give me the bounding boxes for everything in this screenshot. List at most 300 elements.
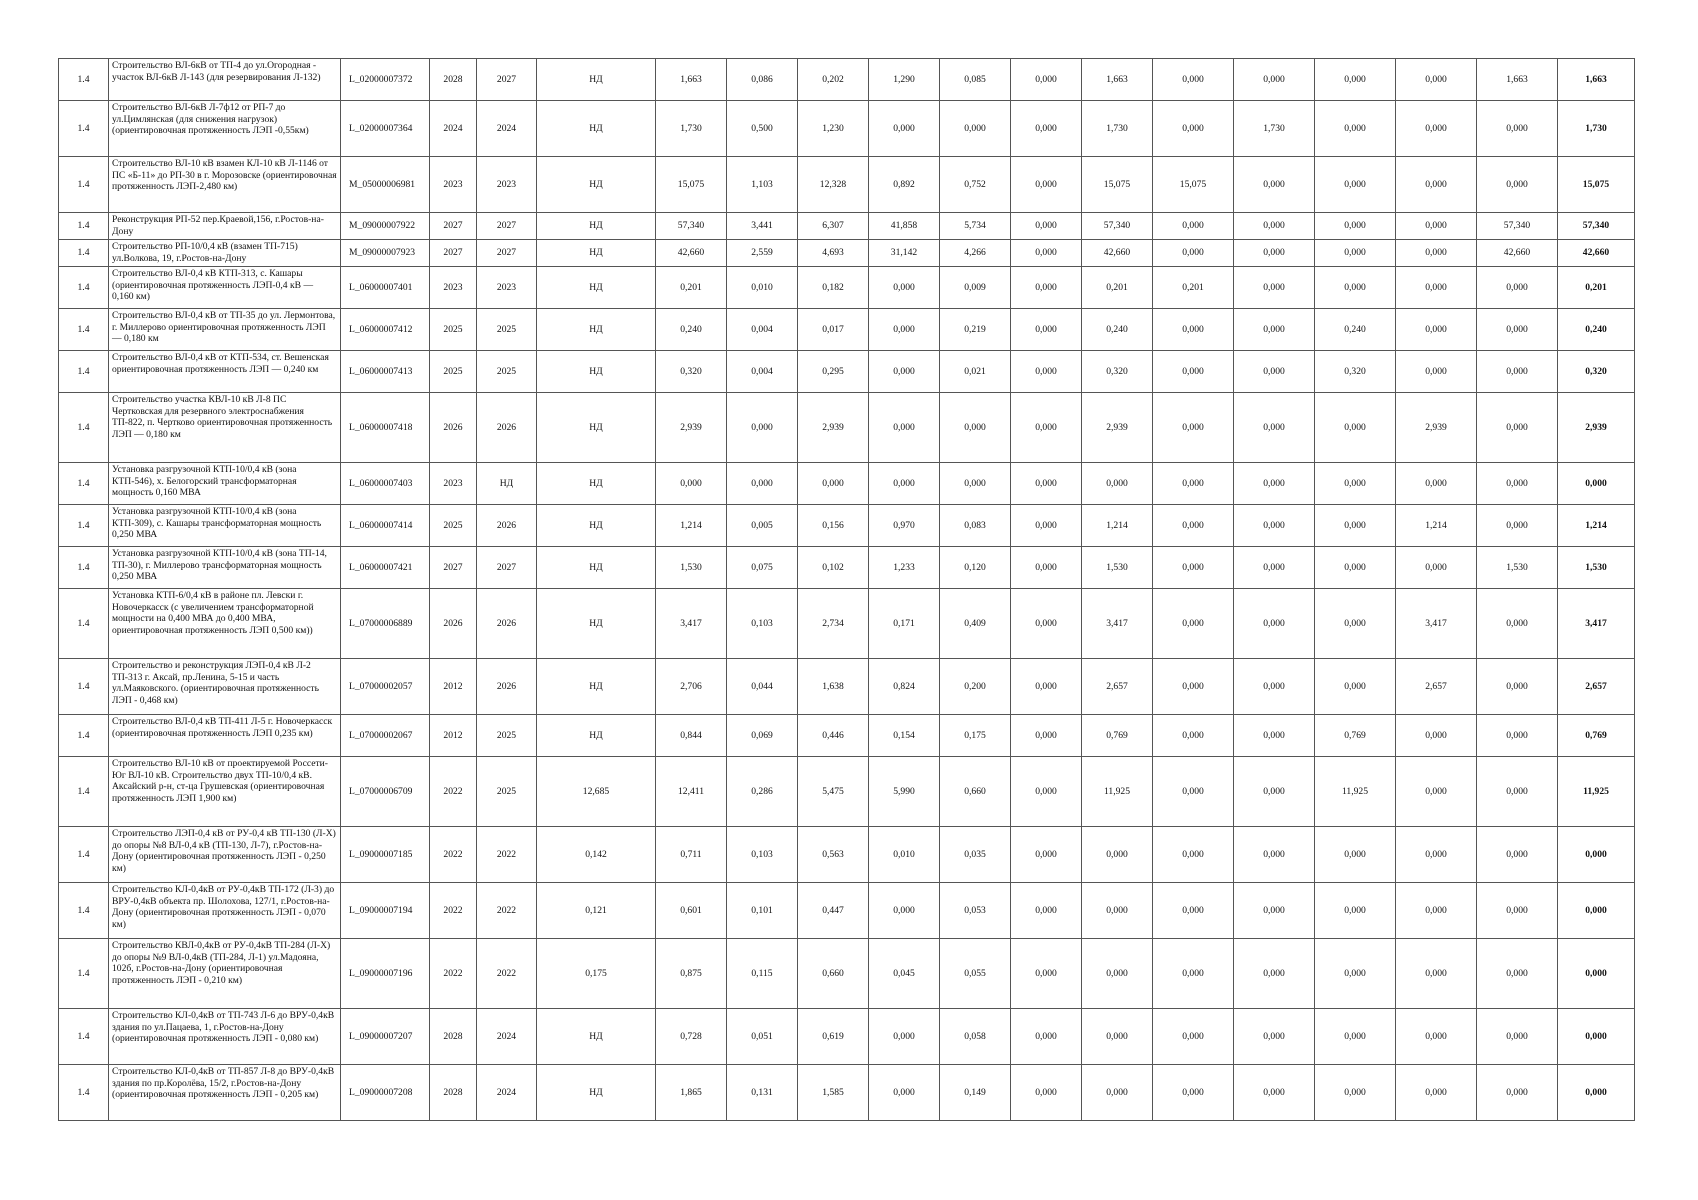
start-year-cell: 2025	[430, 505, 477, 547]
end-year-cell: 2027	[477, 240, 537, 267]
start-year-cell: 2023	[430, 267, 477, 309]
value-cell: 0,044	[727, 659, 798, 715]
value-cell: 0,000	[1396, 267, 1477, 309]
total-cell: 1,730	[1558, 101, 1635, 157]
value-cell: 0,000	[1477, 157, 1558, 213]
value-cell: 5,475	[798, 757, 869, 827]
value-cell: 2,706	[656, 659, 727, 715]
project-name-cell: Установка разгрузочной КТП-10/0,4 кВ (зона КТП-546), х. Белогорский трансформаторная мощность 0,160 МВА	[109, 463, 341, 505]
value-cell: 0,000	[1011, 393, 1082, 463]
total-cell: 1,214	[1558, 505, 1635, 547]
project-name-cell: Строительство ВЛ-0,4 кВ КТП-313, с. Кашары (ориентировочная протяженность ЛЭП-0,4 кВ — 0,160 км)	[109, 267, 341, 309]
row-number-cell: 1.4	[59, 1065, 109, 1121]
start-year-cell: 2028	[430, 59, 477, 101]
value-cell: 0,000	[1315, 463, 1396, 505]
value-cell: 0,000	[1477, 659, 1558, 715]
value-cell: 41,858	[869, 213, 940, 240]
value-cell: 3,417	[656, 589, 727, 659]
value-cell: 0,171	[869, 589, 940, 659]
value-cell: 0,000	[1234, 1009, 1315, 1065]
end-year-cell: 2022	[477, 883, 537, 939]
total-cell: 0,000	[1558, 827, 1635, 883]
value-cell: 0,000	[1011, 547, 1082, 589]
value-cell: 6,307	[798, 213, 869, 240]
value-cell: 0,000	[1396, 757, 1477, 827]
value-cell: 0,000	[1315, 393, 1396, 463]
value-cell: 0,000	[1011, 589, 1082, 659]
value-cell: 0,320	[1315, 351, 1396, 393]
value-cell: 0,004	[727, 351, 798, 393]
project-code-cell: L_07000002057	[341, 659, 430, 715]
value-cell: 0,000	[1477, 757, 1558, 827]
project-name-cell: Строительство ВЛ-0,4 кВ ТП-411 Л-5 г. Новочеркасск (ориентировочная протяженность ЛЭП 0,235 км)	[109, 715, 341, 757]
value-cell: 0,728	[656, 1009, 727, 1065]
row-number-cell: 1.4	[59, 101, 109, 157]
value-cell: 0,000	[1315, 213, 1396, 240]
table-row	[59, 1009, 1635, 1065]
value-cell: 0,000	[1234, 547, 1315, 589]
value-cell: 0,175	[940, 715, 1011, 757]
value-cell: 1,290	[869, 59, 940, 101]
value-cell: 0,000	[1082, 827, 1153, 883]
project-name-cell: Строительство КЛ-0,4кВ от ТП-743 Л-6 до ВРУ-0,4кВ здания по ул.Пацаева, 1, г.Ростов-на-Дону (ориентировочная протяженность ЛЭП - 0,080 км)	[109, 1009, 341, 1065]
project-code-cell: L_02000007364	[341, 101, 430, 157]
value-cell: 0,000	[1234, 1065, 1315, 1121]
row-number-cell: 1.4	[59, 309, 109, 351]
end-year-cell: 2025	[477, 351, 537, 393]
value-cell: 1,530	[656, 547, 727, 589]
value-cell: 0,000	[1234, 939, 1315, 1009]
value-cell: 57,340	[1477, 213, 1558, 240]
table-row	[59, 547, 1635, 589]
value-cell: 0,970	[869, 505, 940, 547]
value-cell: 0,010	[869, 827, 940, 883]
value-cell: 0,409	[940, 589, 1011, 659]
row-number-cell: 1.4	[59, 267, 109, 309]
value-cell: 0,601	[656, 883, 727, 939]
project-name-cell: Строительство ВЛ-10 кВ от проектируемой Россети-Юг ВЛ-10 кВ. Строительство двух ТП-10/0,4 кВ. Аксайский р-н, ст-ца Грушевская (ориентировочная протяженность ЛЭП 1,900 км)	[109, 757, 341, 827]
value-cell: 0,000	[1234, 393, 1315, 463]
value-cell: 0,320	[656, 351, 727, 393]
value-cell: 3,441	[727, 213, 798, 240]
project-name-cell: Строительство ВЛ-10 кВ взамен КЛ-10 кВ Л-1146 от ПС «Б-11» до РП-30 в г. Морозовске (ориентировочная протяженность ЛЭП-2,480 км)	[109, 157, 341, 213]
value-cell: 0,000	[1315, 547, 1396, 589]
total-cell: 11,925	[1558, 757, 1635, 827]
value-cell: 5,990	[869, 757, 940, 827]
end-year-cell: 2025	[477, 309, 537, 351]
table-row	[59, 213, 1635, 240]
estimate-cell: НД	[537, 715, 656, 757]
value-cell: 42,660	[1082, 240, 1153, 267]
estimate-cell: НД	[537, 1065, 656, 1121]
value-cell: 0,000	[1234, 267, 1315, 309]
value-cell: 12,328	[798, 157, 869, 213]
value-cell: 0,824	[869, 659, 940, 715]
value-cell: 0,075	[727, 547, 798, 589]
total-cell: 0,000	[1558, 1065, 1635, 1121]
value-cell: 0,000	[1315, 267, 1396, 309]
value-cell: 0,711	[656, 827, 727, 883]
value-cell: 0,295	[798, 351, 869, 393]
start-year-cell: 2024	[430, 101, 477, 157]
end-year-cell: 2024	[477, 1009, 537, 1065]
value-cell: 0,069	[727, 715, 798, 757]
table-row	[59, 883, 1635, 939]
value-cell: 0,021	[940, 351, 1011, 393]
table-row	[59, 393, 1635, 463]
estimate-cell: 0,175	[537, 939, 656, 1009]
value-cell: 0,000	[1396, 240, 1477, 267]
value-cell: 1,730	[1234, 101, 1315, 157]
project-name-cell: Установка КТП-6/0,4 кВ в районе пл. Левски г. Новочеркасск (с увеличением трансформаторной мощности на 0,400 МВА до 0,400 МВА, ориентировочная протяженность ЛЭП 0,500 км))	[109, 589, 341, 659]
value-cell: 0,000	[1234, 240, 1315, 267]
value-cell: 0,000	[869, 883, 940, 939]
value-cell: 0,035	[940, 827, 1011, 883]
end-year-cell: 2023	[477, 267, 537, 309]
table-row	[59, 240, 1635, 267]
value-cell: 15,075	[656, 157, 727, 213]
row-number-cell: 1.4	[59, 213, 109, 240]
project-code-cell: L_09000007196	[341, 939, 430, 1009]
end-year-cell: 2023	[477, 157, 537, 213]
project-name-cell: Строительство ВЛ-0,4 кВ от ТП-35 до ул. Лермонтова, г. Миллерово ориентировочная протяженность ЛЭП — 0,180 км	[109, 309, 341, 351]
value-cell: 0,000	[1011, 240, 1082, 267]
value-cell: 2,734	[798, 589, 869, 659]
project-code-cell: L_09000007185	[341, 827, 430, 883]
estimate-cell: НД	[537, 351, 656, 393]
value-cell: 1,233	[869, 547, 940, 589]
value-cell: 0,000	[1315, 1009, 1396, 1065]
table-row	[59, 267, 1635, 309]
table-row	[59, 659, 1635, 715]
value-cell: 0,000	[1234, 659, 1315, 715]
table-row	[59, 589, 1635, 659]
value-cell: 0,219	[940, 309, 1011, 351]
value-cell: 0,000	[1477, 101, 1558, 157]
value-cell: 0,000	[1396, 463, 1477, 505]
start-year-cell: 2025	[430, 351, 477, 393]
estimate-cell: НД	[537, 589, 656, 659]
row-number-cell: 1.4	[59, 715, 109, 757]
value-cell: 0,000	[1315, 59, 1396, 101]
value-cell: 0,000	[1011, 267, 1082, 309]
value-cell: 0,000	[1153, 827, 1234, 883]
project-code-cell: L_06000007412	[341, 309, 430, 351]
row-number-cell: 1.4	[59, 1009, 109, 1065]
value-cell: 0,240	[656, 309, 727, 351]
start-year-cell: 2023	[430, 157, 477, 213]
value-cell: 1,663	[1477, 59, 1558, 101]
total-cell: 0,320	[1558, 351, 1635, 393]
value-cell: 0,000	[1315, 1065, 1396, 1121]
value-cell: 4,693	[798, 240, 869, 267]
row-number-cell: 1.4	[59, 463, 109, 505]
value-cell: 0,000	[1315, 589, 1396, 659]
table-row	[59, 351, 1635, 393]
value-cell: 0,752	[940, 157, 1011, 213]
table-body	[59, 59, 1635, 1121]
project-code-cell: L_09000007208	[341, 1065, 430, 1121]
total-cell: 3,417	[1558, 589, 1635, 659]
value-cell: 0,000	[1477, 715, 1558, 757]
value-cell: 0,115	[727, 939, 798, 1009]
project-code-cell: L_06000007413	[341, 351, 430, 393]
table-row	[59, 59, 1635, 101]
row-number-cell: 1.4	[59, 157, 109, 213]
total-cell: 57,340	[1558, 213, 1635, 240]
value-cell: 0,085	[940, 59, 1011, 101]
table-row	[59, 827, 1635, 883]
value-cell: 0,000	[1153, 351, 1234, 393]
value-cell: 0,000	[1082, 1065, 1153, 1121]
value-cell: 0,051	[727, 1009, 798, 1065]
value-cell: 12,411	[656, 757, 727, 827]
value-cell: 0,240	[1082, 309, 1153, 351]
total-cell: 2,939	[1558, 393, 1635, 463]
estimate-cell: НД	[537, 59, 656, 101]
value-cell: 1,663	[656, 59, 727, 101]
value-cell: 0,892	[869, 157, 940, 213]
value-cell: 0,000	[1011, 939, 1082, 1009]
value-cell: 0,000	[1315, 883, 1396, 939]
start-year-cell: 2026	[430, 393, 477, 463]
value-cell: 0,000	[1153, 939, 1234, 1009]
value-cell: 1,103	[727, 157, 798, 213]
value-cell: 0,000	[1477, 1065, 1558, 1121]
value-cell: 0,000	[1234, 157, 1315, 213]
value-cell: 0,660	[940, 757, 1011, 827]
value-cell: 0,201	[1153, 267, 1234, 309]
row-number-cell: 1.4	[59, 505, 109, 547]
estimate-cell: НД	[537, 1009, 656, 1065]
project-name-cell: Строительство ЛЭП-0,4 кВ от РУ-0,4 кВ ТП-130 (Л-Х) до опоры №8 ВЛ-0,4 кВ (ТП-130, Л-7), г.Ростов-на-Дону (ориентировочная протяженность ЛЭП - 0,250 км)	[109, 827, 341, 883]
end-year-cell: 2025	[477, 715, 537, 757]
value-cell: 0,000	[798, 463, 869, 505]
value-cell: 0,000	[1153, 715, 1234, 757]
table-row	[59, 939, 1635, 1009]
value-cell: 0,000	[1153, 101, 1234, 157]
row-number-cell: 1.4	[59, 659, 109, 715]
project-name-cell: Строительство участка КВЛ-10 кВ Л-8 ПС Чертковская для резервного электроснабжения ТП-822, п. Чертково ориентировочная протяженность ЛЭП — 0,180 км	[109, 393, 341, 463]
value-cell: 0,000	[1396, 309, 1477, 351]
project-name-cell: Реконструкция РП-52 пер.Краевой,156, г.Ростов-на-Дону	[109, 213, 341, 240]
project-name-cell: Установка разгрузочной КТП-10/0,4 кВ (зона КТП-309), с. Кашары трансформаторная мощность 0,250 МВА	[109, 505, 341, 547]
value-cell: 0,000	[1477, 267, 1558, 309]
start-year-cell: 2027	[430, 240, 477, 267]
value-cell: 0,000	[1011, 1009, 1082, 1065]
table-row	[59, 1065, 1635, 1121]
project-code-cell: L_06000007401	[341, 267, 430, 309]
value-cell: 0,000	[1234, 351, 1315, 393]
value-cell: 0,240	[1315, 309, 1396, 351]
project-code-cell: L_06000007418	[341, 393, 430, 463]
project-name-cell: Строительство КЛ-0,4кВ от РУ-0,4кВ ТП-172 (Л-3) до ВРУ-0,4кВ объекта пр. Шолохова, 127/1, г.Ростов-на-Дону (ориентировочная протяженность ЛЭП - 0,070 км)	[109, 883, 341, 939]
value-cell: 0,201	[656, 267, 727, 309]
row-number-cell: 1.4	[59, 547, 109, 589]
estimate-cell: НД	[537, 240, 656, 267]
value-cell: 0,000	[1153, 463, 1234, 505]
total-cell: 0,240	[1558, 309, 1635, 351]
value-cell: 0,000	[1234, 505, 1315, 547]
value-cell: 0,000	[1011, 463, 1082, 505]
start-year-cell: 2028	[430, 1065, 477, 1121]
value-cell: 0,000	[1011, 101, 1082, 157]
total-cell: 0,000	[1558, 463, 1635, 505]
value-cell: 0,005	[727, 505, 798, 547]
value-cell: 1,865	[656, 1065, 727, 1121]
project-code-cell: L_07000002067	[341, 715, 430, 757]
row-number-cell: 1.4	[59, 827, 109, 883]
value-cell: 0,000	[1153, 1065, 1234, 1121]
total-cell: 0,201	[1558, 267, 1635, 309]
value-cell: 0,000	[1082, 939, 1153, 1009]
end-year-cell: НД	[477, 463, 537, 505]
value-cell: 2,939	[798, 393, 869, 463]
value-cell: 0,000	[1396, 715, 1477, 757]
value-cell: 2,657	[1082, 659, 1153, 715]
project-code-cell: L_09000007207	[341, 1009, 430, 1065]
value-cell: 0,000	[1477, 309, 1558, 351]
value-cell: 0,000	[1011, 157, 1082, 213]
project-code-cell: L_02000007372	[341, 59, 430, 101]
row-number-cell: 1.4	[59, 240, 109, 267]
value-cell: 0,769	[1082, 715, 1153, 757]
table-row	[59, 505, 1635, 547]
value-cell: 0,101	[727, 883, 798, 939]
end-year-cell: 2027	[477, 59, 537, 101]
row-number-cell: 1.4	[59, 351, 109, 393]
value-cell: 0,000	[1477, 351, 1558, 393]
value-cell: 0,000	[1315, 157, 1396, 213]
table-row	[59, 101, 1635, 157]
value-cell: 11,925	[1315, 757, 1396, 827]
value-cell: 0,000	[1477, 883, 1558, 939]
project-name-cell: Строительство и реконструкция ЛЭП-0,4 кВ Л-2 ТП-313 г. Аксай, пр.Ленина, 5-15 и часть ул.Маяковского. (ориентировочная протяженность ЛЭП - 0,468 км)	[109, 659, 341, 715]
end-year-cell: 2024	[477, 101, 537, 157]
value-cell: 0,844	[656, 715, 727, 757]
value-cell: 0,000	[1011, 309, 1082, 351]
value-cell: 2,939	[1396, 393, 1477, 463]
value-cell: 0,000	[869, 463, 940, 505]
total-cell: 15,075	[1558, 157, 1635, 213]
end-year-cell: 2026	[477, 505, 537, 547]
value-cell: 0,000	[1315, 240, 1396, 267]
value-cell: 0,000	[1477, 505, 1558, 547]
value-cell: 0,769	[1315, 715, 1396, 757]
value-cell: 0,000	[1153, 883, 1234, 939]
total-cell: 0,000	[1558, 939, 1635, 1009]
value-cell: 0,447	[798, 883, 869, 939]
value-cell: 0,200	[940, 659, 1011, 715]
project-code-cell: L_07000006709	[341, 757, 430, 827]
value-cell: 0,000	[1396, 547, 1477, 589]
table-row	[59, 715, 1635, 757]
table-row	[59, 463, 1635, 505]
project-name-cell: Строительство КЛ-0,4кВ от ТП-857 Л-8 до ВРУ-0,4кВ здания по пр.Королёва, 15/2, г.Ростов-на-Дону (ориентировочная протяженность ЛЭП - 0,205 км)	[109, 1065, 341, 1121]
value-cell: 3,417	[1082, 589, 1153, 659]
value-cell: 0,000	[1315, 939, 1396, 1009]
value-cell: 0,000	[1396, 883, 1477, 939]
value-cell: 0,000	[1477, 589, 1558, 659]
value-cell: 0,045	[869, 939, 940, 1009]
value-cell: 3,417	[1396, 589, 1477, 659]
value-cell: 1,585	[798, 1065, 869, 1121]
total-cell: 0,769	[1558, 715, 1635, 757]
value-cell: 2,939	[1082, 393, 1153, 463]
estimate-cell: НД	[537, 505, 656, 547]
value-cell: 0,000	[869, 393, 940, 463]
start-year-cell: 2027	[430, 547, 477, 589]
value-cell: 15,075	[1153, 157, 1234, 213]
value-cell: 0,000	[1477, 393, 1558, 463]
value-cell: 31,142	[869, 240, 940, 267]
value-cell: 1,730	[1082, 101, 1153, 157]
value-cell: 0,000	[727, 393, 798, 463]
project-code-cell: L_06000007421	[341, 547, 430, 589]
end-year-cell: 2027	[477, 547, 537, 589]
value-cell: 1,530	[1082, 547, 1153, 589]
value-cell: 1,214	[1082, 505, 1153, 547]
project-name-cell: Строительство ВЛ-6кВ Л-7ф12 от РП-7 до ул.Цимлянская (для снижения нагрузок) (ориентировочная протяженность ЛЭП -0,55км)	[109, 101, 341, 157]
project-name-cell: Строительство РП-10/0,4 кВ (взамен ТП-715) ул.Волкова, 19, г.Ростов-на-Дону	[109, 240, 341, 267]
value-cell: 2,559	[727, 240, 798, 267]
value-cell: 0,000	[940, 463, 1011, 505]
value-cell: 15,075	[1082, 157, 1153, 213]
start-year-cell: 2026	[430, 589, 477, 659]
value-cell: 0,103	[727, 589, 798, 659]
value-cell: 0,446	[798, 715, 869, 757]
value-cell: 0,000	[1082, 883, 1153, 939]
value-cell: 0,000	[1315, 101, 1396, 157]
start-year-cell: 2027	[430, 213, 477, 240]
value-cell: 0,083	[940, 505, 1011, 547]
value-cell: 0,320	[1082, 351, 1153, 393]
value-cell: 0,000	[1011, 827, 1082, 883]
value-cell: 0,000	[1153, 505, 1234, 547]
table-row	[59, 157, 1635, 213]
value-cell: 0,000	[656, 463, 727, 505]
start-year-cell: 2012	[430, 715, 477, 757]
value-cell: 1,230	[798, 101, 869, 157]
value-cell: 0,010	[727, 267, 798, 309]
value-cell: 0,000	[1234, 309, 1315, 351]
total-cell: 42,660	[1558, 240, 1635, 267]
value-cell: 0,103	[727, 827, 798, 883]
investment-table	[58, 58, 1635, 1121]
value-cell: 0,000	[1011, 883, 1082, 939]
estimate-cell: НД	[537, 393, 656, 463]
project-code-cell: L_07000006889	[341, 589, 430, 659]
row-number-cell: 1.4	[59, 393, 109, 463]
value-cell: 0,000	[1153, 757, 1234, 827]
value-cell: 0,660	[798, 939, 869, 1009]
value-cell: 0,201	[1082, 267, 1153, 309]
value-cell: 0,000	[1315, 827, 1396, 883]
row-number-cell: 1.4	[59, 883, 109, 939]
project-code-cell: M_09000007922	[341, 213, 430, 240]
value-cell: 0,000	[1234, 715, 1315, 757]
value-cell: 0,500	[727, 101, 798, 157]
value-cell: 0,009	[940, 267, 1011, 309]
value-cell: 0,000	[1011, 757, 1082, 827]
project-code-cell: L_06000007414	[341, 505, 430, 547]
value-cell: 0,156	[798, 505, 869, 547]
value-cell: 5,734	[940, 213, 1011, 240]
value-cell: 0,000	[869, 351, 940, 393]
end-year-cell: 2025	[477, 757, 537, 827]
start-year-cell: 2025	[430, 309, 477, 351]
value-cell: 0,000	[1234, 883, 1315, 939]
